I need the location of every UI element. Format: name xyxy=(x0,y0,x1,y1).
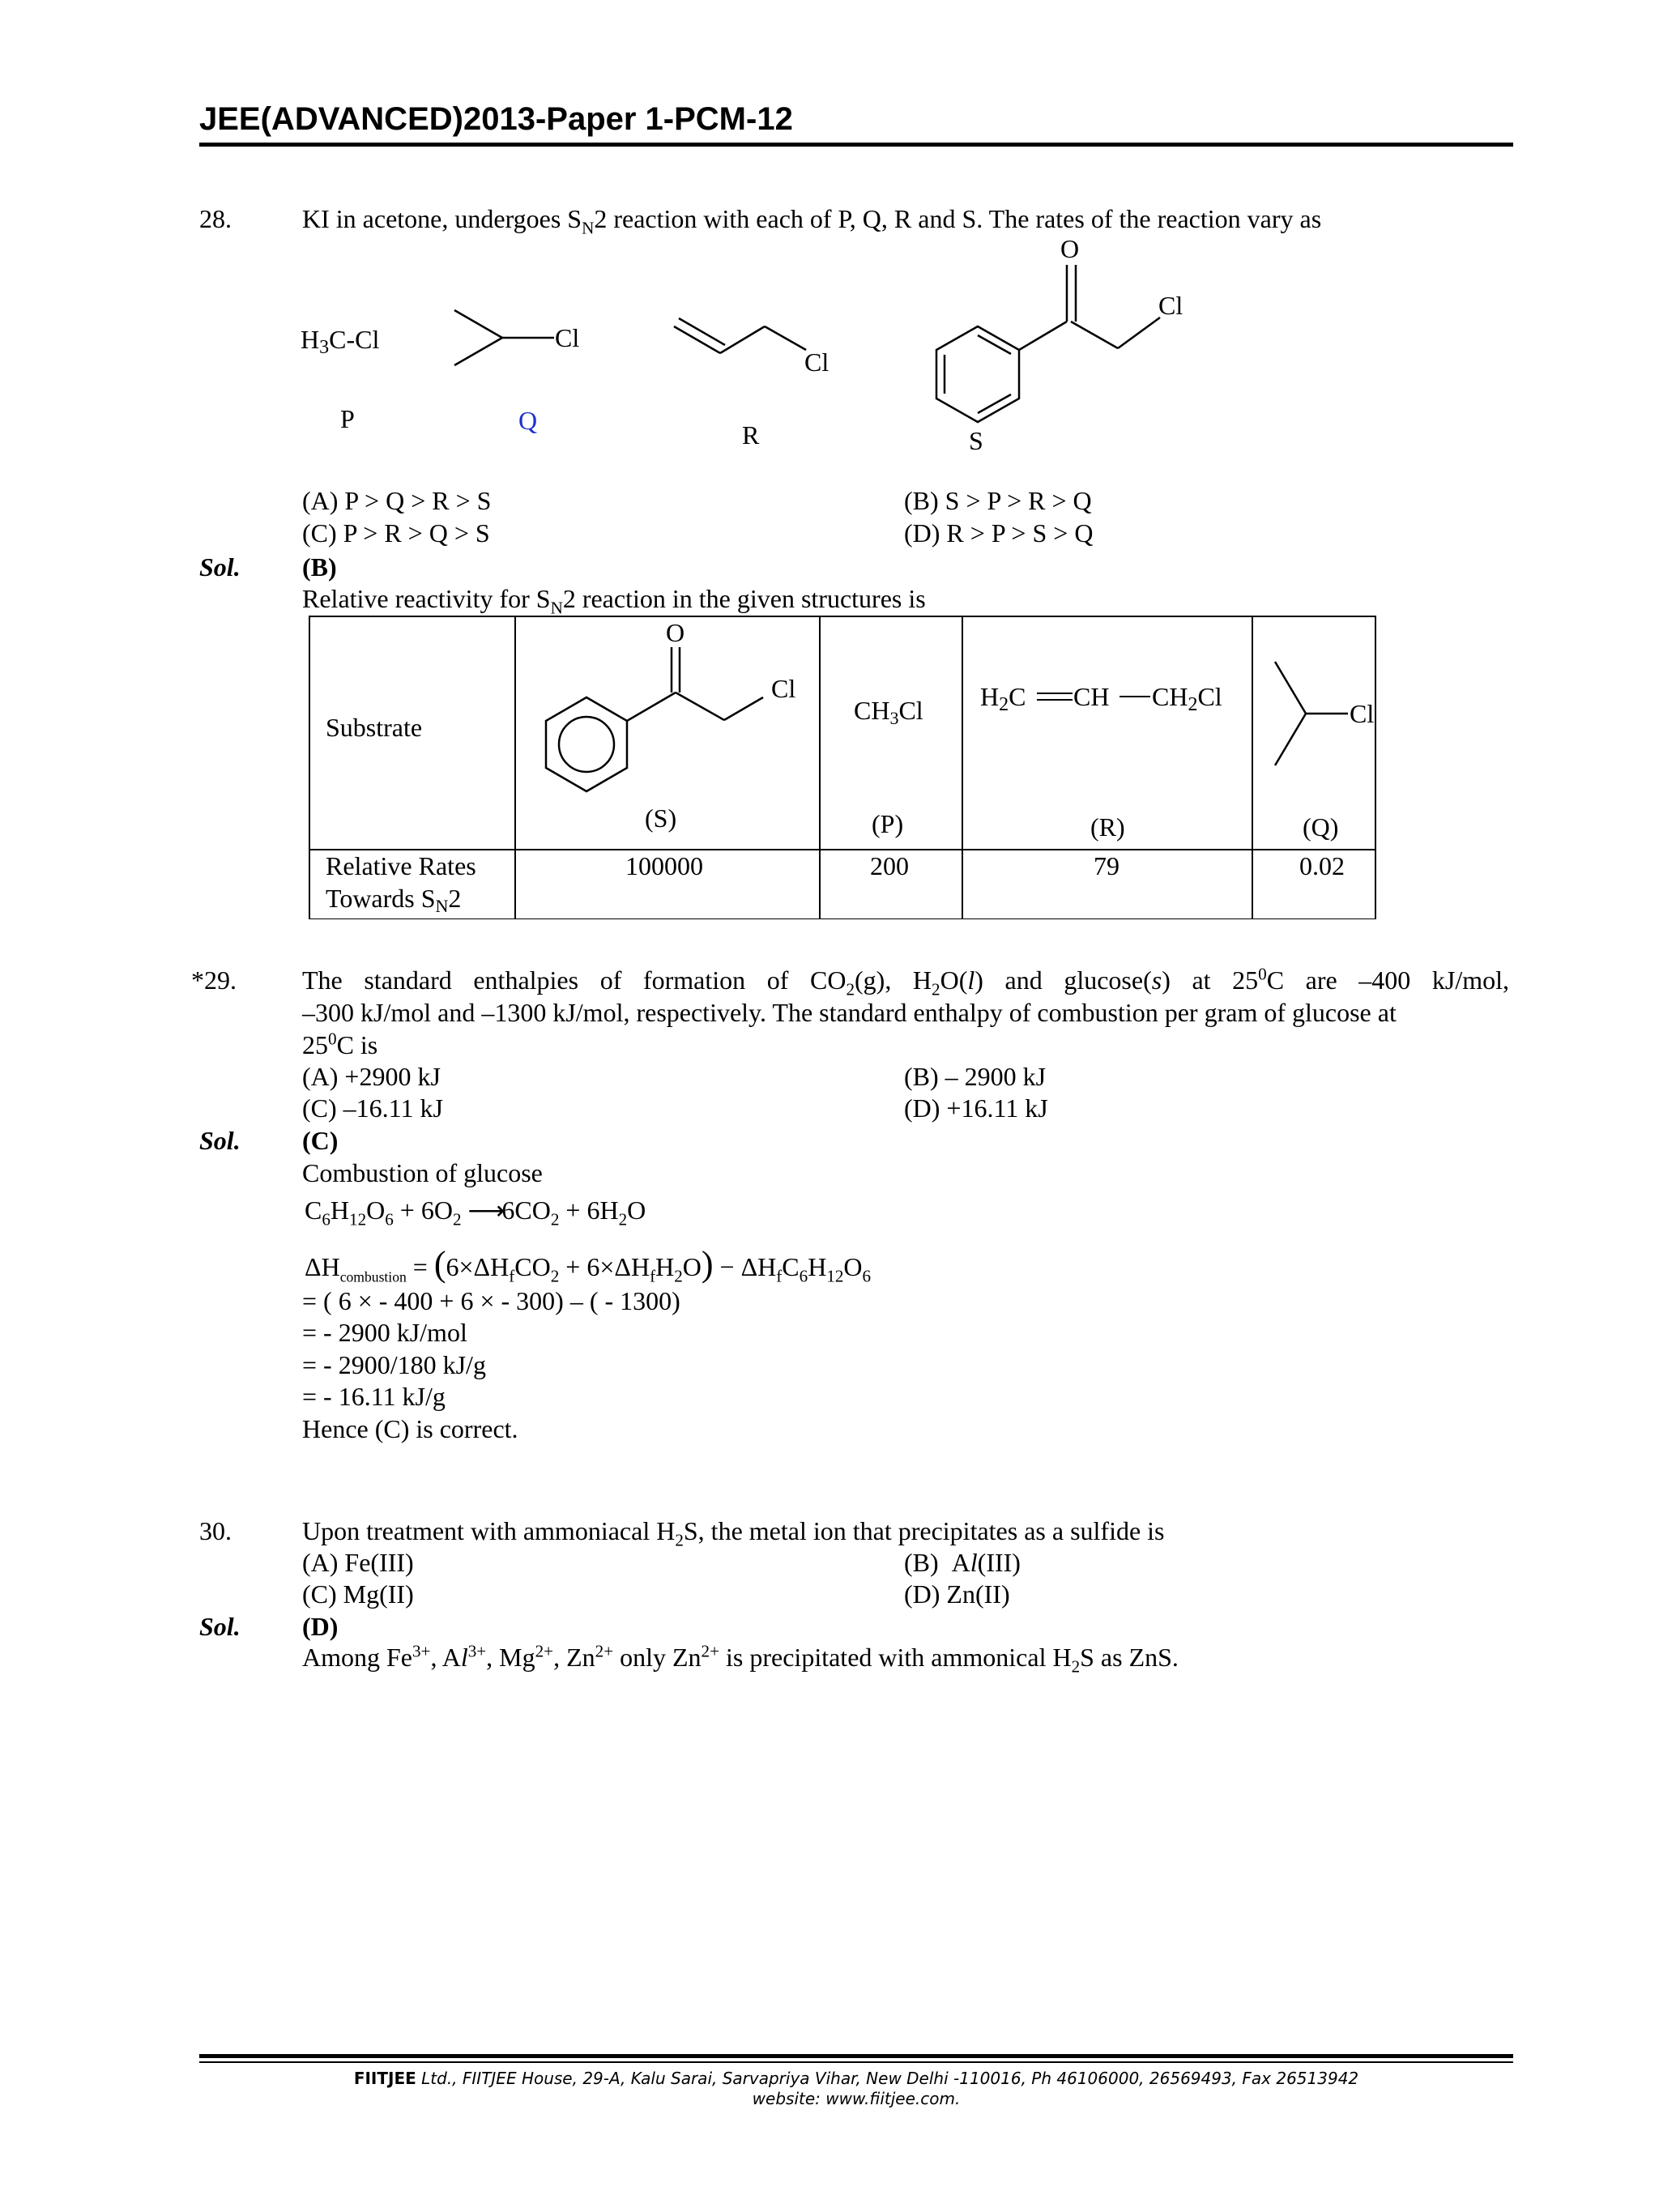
q29-option-b: (B) – 2900 kJ xyxy=(904,1062,1047,1091)
q30-number: 30. xyxy=(199,1516,232,1545)
table-rate-s: 100000 xyxy=(625,851,703,880)
table-q-cl: Cl xyxy=(1350,699,1375,728)
q29-step-1: = ( 6 × - 400 + 6 × - 300) – ( - 1300) xyxy=(302,1286,680,1315)
q29-step-3: = - 2900/180 kJ/g xyxy=(302,1350,486,1379)
s-oxygen: O xyxy=(1060,234,1080,263)
page-header-title: JEE(ADVANCED)2013-Paper 1-PCM-12 xyxy=(199,101,793,137)
q29-sol-label: Sol. xyxy=(199,1126,241,1155)
p-formula: H3C-Cl xyxy=(301,325,380,358)
table-s-cl: Cl xyxy=(771,674,796,703)
table-r-formula: H2C xyxy=(980,682,1026,715)
q28-table xyxy=(300,612,1393,919)
table-s-structure xyxy=(546,647,763,791)
q29-option-c: (C) –16.11 kJ xyxy=(302,1093,443,1123)
table-rate-r: 79 xyxy=(1094,851,1120,880)
footer-address: FIITJEE Ltd., FIITJEE House, 29-A, Kalu Sarai, Sarvapriya Vihar, New Delhi -110016, Ph 46106000, 26569493, Fax 26513942 xyxy=(353,2069,1359,2088)
table-rates-label-2: Towards SN2 xyxy=(326,884,462,916)
footer-website: website: www.fiitjee.com. xyxy=(752,2089,961,2108)
q29-answer: (C) xyxy=(302,1126,339,1155)
q30-option-c: (C) Mg(II) xyxy=(302,1579,414,1609)
table-col-label-q: (Q) xyxy=(1303,812,1339,842)
q29-step-5: Hence (C) is correct. xyxy=(302,1414,518,1443)
label-q: Q xyxy=(518,406,538,435)
header-rule xyxy=(199,143,1513,147)
s-structure xyxy=(936,265,1160,422)
table-col-label-p: (P) xyxy=(872,809,904,838)
r-structure xyxy=(674,318,806,353)
label-s: S xyxy=(969,426,983,455)
table-s-oxygen: O xyxy=(666,618,685,647)
table-col-label-s: (S) xyxy=(645,803,677,833)
s-cl: Cl xyxy=(1158,291,1183,320)
q30-option-d: (D) Zn(II) xyxy=(904,1579,1010,1609)
q-cl: Cl xyxy=(555,323,580,352)
r-cl: Cl xyxy=(804,347,830,377)
q29-equation-2: $\Delta H_{combustion} = (6\times\Delta H_fCO_2 + 6\times\Delta H_fH_2O) - \Delta H_fC_6H_{12}O_6$ xyxy=(305,1244,872,1286)
q29-step-4: = - 16.11 kJ/g xyxy=(302,1382,446,1411)
table-q-structure xyxy=(1275,662,1348,765)
q29-line-3: $25^0C$ is xyxy=(302,1029,378,1059)
q28-number: 28. xyxy=(199,204,232,233)
q28-sol-text: Relative reactivity for $S_N2$ reaction in the given structures is xyxy=(302,584,926,618)
footer-rule-thick xyxy=(199,2054,1513,2058)
q28-option-a: (A) P > Q > R > S xyxy=(302,486,492,515)
table-col-label-r: (R) xyxy=(1090,812,1125,842)
q-structure xyxy=(454,310,554,365)
q29-step-2: = - 2900 kJ/mol xyxy=(302,1318,467,1347)
q28-structures xyxy=(0,227,1659,502)
label-r: R xyxy=(742,420,760,450)
label-p: P xyxy=(340,404,355,433)
q30-explanation: Among $Fe^{3+}$, $Al^{3+}$, $Mg^{2+}$, $Zn^{2+}$ only $Zn^{2+}$ is precipitated with ammonical $H_2S$ as ZnS. xyxy=(302,1641,1179,1677)
q28-option-c: (C) P > R > Q > S xyxy=(302,518,490,548)
q29-number: *29. xyxy=(191,965,237,995)
q29-option-d: (D) +16.11 kJ xyxy=(904,1093,1048,1123)
q28-question: KI in acetone, undergoes $S_N2$ reaction with each of P, Q, R and S. The rates of the reaction vary as xyxy=(302,204,1322,238)
table-rate-p: 200 xyxy=(870,851,909,880)
svg-text:CH2Cl: CH2Cl xyxy=(1152,682,1222,715)
q28-answer: (B) xyxy=(302,552,337,582)
q29-sol-intro: Combustion of glucose xyxy=(302,1158,543,1187)
q29-equation-1: $C_6H_{12}O_6 + 6O_2$ $⟶6CO_2 + 6H_2O$ xyxy=(305,1196,646,1230)
q29-line-1: The standard enthalpies of formation of $CO_2(g)$, $H_2O(l)$ and glucose(s) at $25^0C$ are –400 kJ/mol, xyxy=(302,964,1510,999)
q30-option-b: (B) Al(III) xyxy=(904,1548,1021,1577)
q28-sol-label: Sol. xyxy=(199,552,241,582)
q28-option-d: (D) R > P > S > Q xyxy=(904,518,1094,548)
table-substrate-label: Substrate xyxy=(326,713,423,742)
footer-rule-thin xyxy=(199,2061,1513,2063)
q30-option-a: (A) Fe(III) xyxy=(302,1548,414,1577)
q28-option-b: (B) S > P > R > Q xyxy=(904,486,1092,515)
q30-sol-label: Sol. xyxy=(199,1612,241,1641)
svg-text:CH: CH xyxy=(1073,682,1110,711)
q29-option-a: (A) +2900 kJ xyxy=(302,1062,441,1091)
table-ch3cl: CH3Cl xyxy=(854,696,923,728)
q29-line-2: –300 kJ/mol and –1300 kJ/mol, respectively. The standard enthalpy of combustion per gram of glucose at xyxy=(302,998,1397,1027)
q30-question: Upon treatment with ammoniacal $H_2S$, the metal ion that precipitates as a sulfide is xyxy=(302,1516,1165,1550)
table-rates-label-1: Relative Rates xyxy=(326,851,476,880)
q30-answer: (D) xyxy=(302,1612,339,1641)
table-rate-q: 0.02 xyxy=(1299,851,1345,880)
